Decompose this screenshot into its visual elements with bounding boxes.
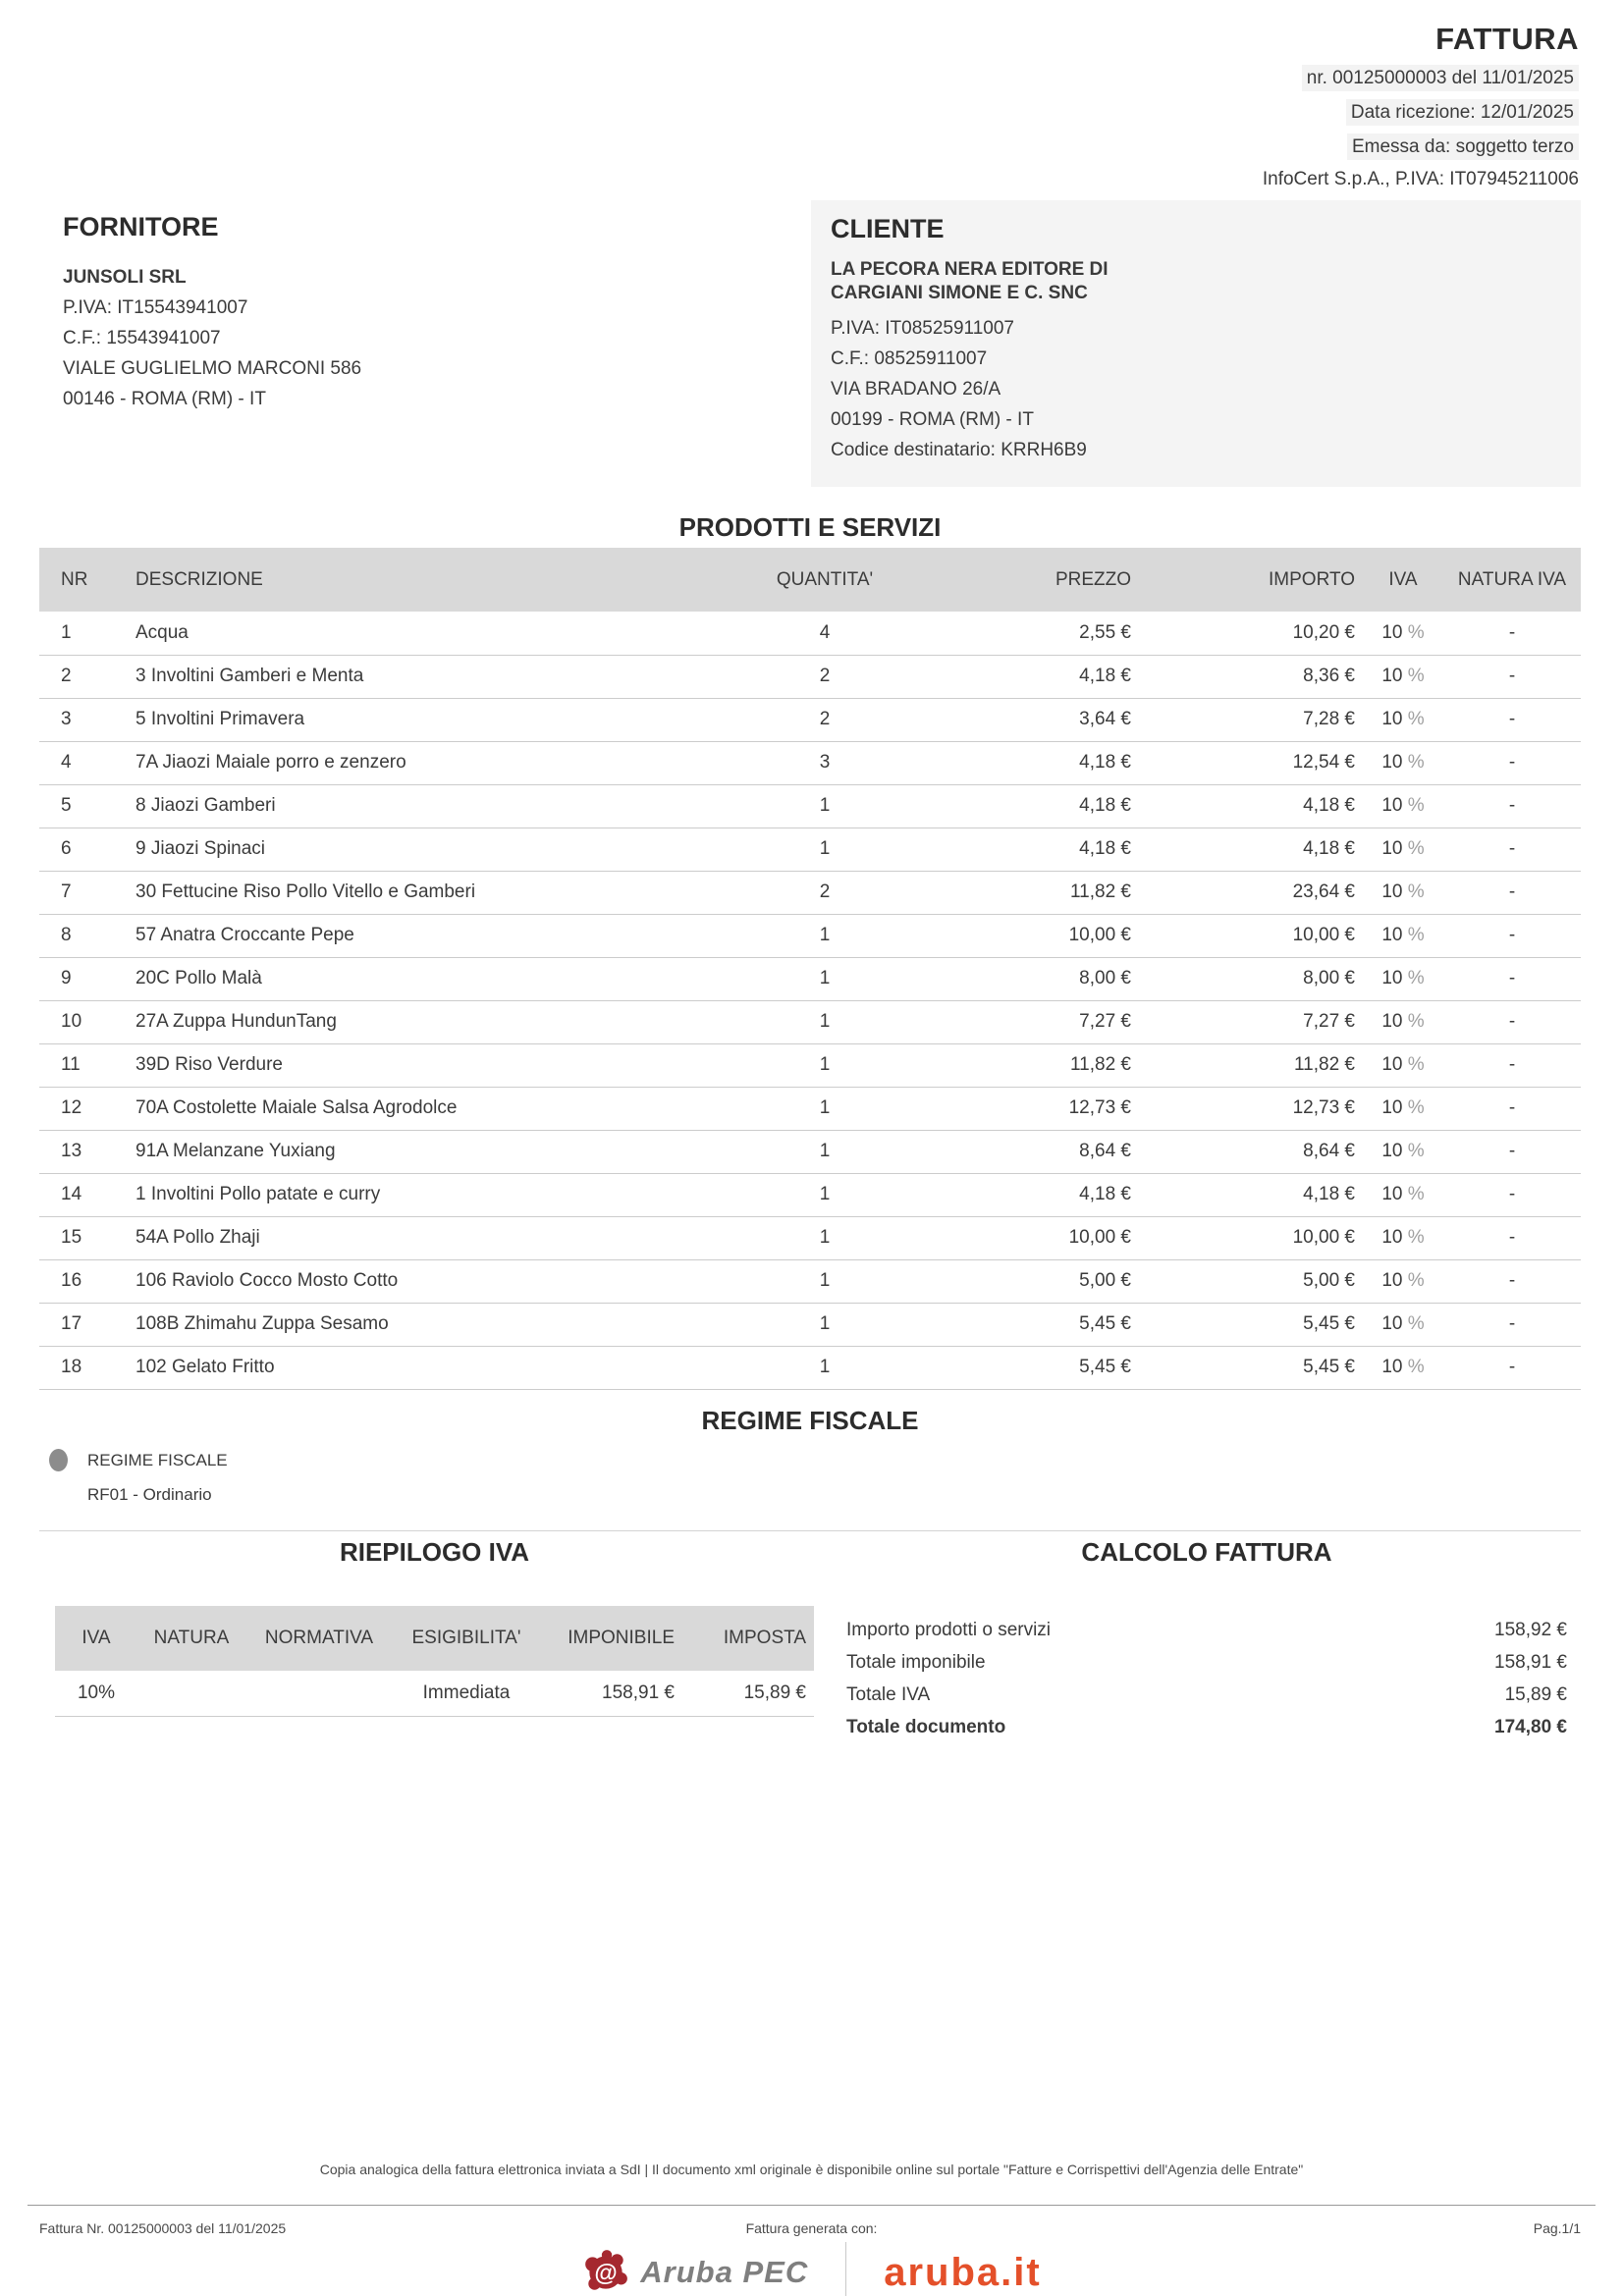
col-header-iva: IVA: [1363, 548, 1443, 612]
cell-importo: 10,00 €: [1139, 1216, 1363, 1259]
cell-importo: 12,73 €: [1139, 1087, 1363, 1130]
products-table-header: [39, 548, 1581, 612]
cell-iva: 10 %: [1363, 1216, 1443, 1259]
calc-label: Importo prodotti o servizi: [846, 1620, 1052, 1640]
table-row: [39, 1346, 1581, 1389]
vat-col-normativa: NORMATIVA: [245, 1606, 393, 1671]
cell-iva: 10 %: [1363, 1043, 1443, 1087]
cell-iva: 10 %: [1363, 698, 1443, 741]
cell-prezzo: 4,18 €: [962, 1173, 1139, 1216]
cell-nr: 6: [39, 828, 114, 871]
percent-sign: %: [1407, 752, 1425, 773]
percent-sign: %: [1407, 1141, 1425, 1161]
cell-natura: -: [1443, 784, 1581, 828]
cell-iva: 10 %: [1363, 871, 1443, 914]
cell-importo: 12,54 €: [1139, 741, 1363, 784]
vat-col-natura: NATURA: [137, 1606, 245, 1671]
cell-prezzo: 2,55 €: [962, 612, 1139, 655]
table-row: [39, 655, 1581, 698]
customer-address: VIA BRADANO 26/A: [831, 379, 1001, 400]
cell-iva: 10 %: [1363, 1303, 1443, 1346]
cell-importo: 8,36 €: [1139, 655, 1363, 698]
cell-descrizione: 54A Pollo Zhaji: [114, 1216, 687, 1259]
cell-prezzo: 5,00 €: [962, 1259, 1139, 1303]
regime-label: REGIME FISCALE: [87, 1450, 228, 1469]
vat-summary-header: [55, 1606, 814, 1671]
calc-value: 158,92 €: [1494, 1620, 1567, 1640]
cell-quantita: 1: [687, 1259, 962, 1303]
footer-invoice-ref: Fattura Nr. 00125000003 del 11/01/2025: [39, 2220, 287, 2236]
vat-summary-table: [55, 1606, 814, 1717]
table-row: [39, 1173, 1581, 1216]
vat-col-imponibile: IMPONIBILE: [540, 1606, 682, 1671]
cell-importo: 4,18 €: [1139, 784, 1363, 828]
cell-importo: 5,45 €: [1139, 1303, 1363, 1346]
table-row: [39, 914, 1581, 957]
cell-descrizione: 91A Melanzane Yuxiang: [114, 1130, 687, 1173]
cell-prezzo: 8,00 €: [962, 957, 1139, 1000]
cell-natura: -: [1443, 1130, 1581, 1173]
percent-sign: %: [1407, 838, 1425, 859]
aruba-pec-logo: [581, 2248, 808, 2296]
cell-natura: -: [1443, 741, 1581, 784]
calc-value: 174,80 €: [1494, 1717, 1567, 1737]
supplier-city: 00146 - ROMA (RM) - IT: [63, 389, 266, 409]
vat-value-natura: [137, 1671, 245, 1716]
table-row: [39, 1043, 1581, 1087]
cell-importo: 4,18 €: [1139, 828, 1363, 871]
vat-col-esigibilita: ESIGIBILITA': [393, 1606, 540, 1671]
cell-iva: 10 %: [1363, 1000, 1443, 1043]
cell-natura: -: [1443, 957, 1581, 1000]
cell-descrizione: 106 Raviolo Cocco Mosto Cotto: [114, 1259, 687, 1303]
supplier-vat: P.IVA: IT15543941007: [63, 297, 248, 318]
customer-vat: P.IVA: IT08525911007: [831, 318, 1014, 339]
cell-importo: 8,00 €: [1139, 957, 1363, 1000]
cell-prezzo: 11,82 €: [962, 871, 1139, 914]
col-header-quantita: QUANTITA': [687, 548, 962, 612]
cell-descrizione: 27A Zuppa HundunTang: [114, 1000, 687, 1043]
supplier-name: JUNSOLI SRL: [63, 267, 187, 288]
table-row: [39, 1130, 1581, 1173]
table-row: [39, 784, 1581, 828]
cell-nr: 9: [39, 957, 114, 1000]
col-header-nr: NR: [39, 548, 114, 612]
customer-city: 00199 - ROMA (RM) - IT: [831, 409, 1034, 430]
cell-nr: 10: [39, 1000, 114, 1043]
cell-iva: 10 %: [1363, 957, 1443, 1000]
cell-natura: -: [1443, 828, 1581, 871]
cell-natura: -: [1443, 1346, 1581, 1389]
cell-importo: 10,00 €: [1139, 914, 1363, 957]
cell-descrizione: 39D Riso Verdure: [114, 1043, 687, 1087]
invoice-reception-line: Data ricezione: 12/01/2025: [1263, 99, 1579, 126]
cell-nr: 1: [39, 612, 114, 655]
svg-text:@: @: [594, 2260, 618, 2287]
table-row: [39, 1303, 1581, 1346]
calc-row: [846, 1646, 1567, 1679]
cell-descrizione: 1 Involtini Pollo patate e curry: [114, 1173, 687, 1216]
cell-quantita: 4: [687, 612, 962, 655]
customer-heading: CLIENTE: [831, 214, 945, 243]
cell-nr: 16: [39, 1259, 114, 1303]
cell-quantita: 1: [687, 1130, 962, 1173]
aruba-pec-label: Aruba PEC: [640, 2255, 809, 2289]
cell-importo: 23,64 €: [1139, 871, 1363, 914]
table-row: [39, 957, 1581, 1000]
cell-iva: 10 %: [1363, 914, 1443, 957]
cell-quantita: 2: [687, 698, 962, 741]
products-table: [39, 548, 1581, 1390]
col-header-importo: IMPORTO: [1139, 548, 1363, 612]
cell-prezzo: 5,45 €: [962, 1303, 1139, 1346]
cell-importo: 5,00 €: [1139, 1259, 1363, 1303]
customer-dest-code: Codice destinatario: KRRH6B9: [831, 440, 1087, 460]
cell-natura: -: [1443, 655, 1581, 698]
cell-importo: 7,28 €: [1139, 698, 1363, 741]
cell-natura: -: [1443, 1173, 1581, 1216]
cell-nr: 4: [39, 741, 114, 784]
cell-importo: 11,82 €: [1139, 1043, 1363, 1087]
supplier-fiscal-code: C.F.: 15543941007: [63, 328, 221, 348]
products-section-title: PRODOTTI E SERVIZI: [678, 512, 942, 542]
cell-quantita: 1: [687, 784, 962, 828]
cell-quantita: 2: [687, 871, 962, 914]
calc-section-title: CALCOLO FATTURA: [1081, 1537, 1332, 1567]
table-row: [39, 698, 1581, 741]
customer-name-line2: CARGIANI SIMONE E C. SNC: [831, 283, 1088, 303]
cell-nr: 7: [39, 871, 114, 914]
vat-col-imposta: IMPOSTA: [682, 1606, 814, 1671]
cell-quantita: 1: [687, 914, 962, 957]
customer-block: [811, 200, 1581, 487]
calc-row: [846, 1711, 1567, 1743]
cell-importo: 10,20 €: [1139, 612, 1363, 655]
percent-sign: %: [1407, 621, 1425, 643]
cell-quantita: 1: [687, 1043, 962, 1087]
col-header-prezzo: PREZZO: [962, 548, 1139, 612]
bullet-icon: [49, 1449, 68, 1471]
cell-prezzo: 5,45 €: [962, 1346, 1139, 1389]
cell-nr: 18: [39, 1346, 114, 1389]
percent-sign: %: [1407, 925, 1425, 945]
cell-natura: -: [1443, 698, 1581, 741]
percent-sign: %: [1407, 1270, 1425, 1291]
table-row: [39, 1216, 1581, 1259]
products-table-body: [39, 612, 1581, 1389]
cell-descrizione: 7A Jiaozi Maiale porro e zenzero: [114, 741, 687, 784]
calc-label: Totale documento: [846, 1717, 1006, 1737]
percent-sign: %: [1407, 1011, 1425, 1032]
table-row: [39, 1259, 1581, 1303]
vat-summary-title: RIEPILOGO IVA: [339, 1537, 530, 1567]
percent-sign: %: [1407, 1357, 1425, 1377]
cell-quantita: 1: [687, 957, 962, 1000]
cell-quantita: 1: [687, 1216, 962, 1259]
vat-col-iva: IVA: [55, 1606, 137, 1671]
cell-natura: -: [1443, 612, 1581, 655]
cell-prezzo: 10,00 €: [962, 914, 1139, 957]
cell-prezzo: 4,18 €: [962, 828, 1139, 871]
page-title: FATTURA: [1435, 22, 1579, 56]
cell-quantita: 1: [687, 828, 962, 871]
cell-quantita: 1: [687, 1000, 962, 1043]
cell-descrizione: 3 Involtini Gamberi e Menta: [114, 655, 687, 698]
cell-nr: 5: [39, 784, 114, 828]
calc-row: [846, 1679, 1567, 1711]
percent-sign: %: [1407, 666, 1425, 686]
cell-descrizione: 20C Pollo Malà: [114, 957, 687, 1000]
cell-iva: 10 %: [1363, 1259, 1443, 1303]
cell-descrizione: 8 Jiaozi Gamberi: [114, 784, 687, 828]
invoice-header: [1263, 22, 1579, 190]
cell-iva: 10 %: [1363, 1346, 1443, 1389]
table-row: [39, 612, 1581, 655]
cell-importo: 7,27 €: [1139, 1000, 1363, 1043]
vat-value-imponibile: 158,91 €: [540, 1671, 682, 1716]
cell-nr: 3: [39, 698, 114, 741]
cell-nr: 8: [39, 914, 114, 957]
cell-prezzo: 4,18 €: [962, 784, 1139, 828]
footer-disclaimer: Copia analogica della fattura elettronica inviata a SdI | Il documento xml originale è disponibile online sul portale "Fatture e Corrispettivi dell'Agenzia delle Entrate": [319, 2162, 1304, 2177]
cell-descrizione: 5 Involtini Primavera: [114, 698, 687, 741]
cell-nr: 2: [39, 655, 114, 698]
vat-value-imposta: 15,89 €: [682, 1671, 814, 1716]
table-row: [39, 871, 1581, 914]
cell-nr: 13: [39, 1130, 114, 1173]
cell-quantita: 1: [687, 1087, 962, 1130]
cell-quantita: 1: [687, 1173, 962, 1216]
cell-natura: -: [1443, 1303, 1581, 1346]
footer-page-number: Pag.1/1: [1533, 2220, 1581, 2236]
vat-value-esigibilita: Immediata: [393, 1671, 540, 1716]
cell-descrizione: 108B Zhimahu Zuppa Sesamo: [114, 1303, 687, 1346]
percent-sign: %: [1407, 881, 1425, 902]
cell-prezzo: 7,27 €: [962, 1000, 1139, 1043]
cell-natura: -: [1443, 1259, 1581, 1303]
vat-value-normativa: [245, 1671, 393, 1716]
percent-sign: %: [1407, 1227, 1425, 1248]
percent-sign: %: [1407, 709, 1425, 729]
invoice-number-line: nr. 00125000003 del 11/01/2025: [1263, 65, 1579, 91]
cell-iva: 10 %: [1363, 741, 1443, 784]
cell-natura: -: [1443, 1043, 1581, 1087]
cell-prezzo: 8,64 €: [962, 1130, 1139, 1173]
col-header-natura-iva: NATURA IVA: [1443, 548, 1581, 612]
percent-sign: %: [1407, 1054, 1425, 1075]
cell-iva: 10 %: [1363, 1087, 1443, 1130]
cell-iva: 10 %: [1363, 828, 1443, 871]
cell-descrizione: 30 Fettucine Riso Pollo Vitello e Gamberi: [114, 871, 687, 914]
percent-sign: %: [1407, 1097, 1425, 1118]
invoice-issued-line: Emessa da: soggetto terzo: [1263, 133, 1579, 160]
percent-sign: %: [1407, 1184, 1425, 1204]
invoice-issuer-line: InfoCert S.p.A., P.IVA: IT07945211006: [1262, 169, 1579, 189]
cell-nr: 14: [39, 1173, 114, 1216]
cell-quantita: 2: [687, 655, 962, 698]
table-row: [39, 828, 1581, 871]
table-row: [39, 1000, 1581, 1043]
regime-block: [39, 1449, 1581, 1531]
vat-summary-row: [55, 1671, 814, 1716]
calc-label: Totale imponibile: [846, 1652, 986, 1673]
table-row: [39, 1087, 1581, 1130]
regime-value: RF01 - Ordinario: [87, 1485, 212, 1504]
cell-prezzo: 12,73 €: [962, 1087, 1139, 1130]
calc-row: [846, 1614, 1567, 1646]
percent-sign: %: [1407, 968, 1425, 988]
cell-prezzo: 4,18 €: [962, 741, 1139, 784]
cell-prezzo: 10,00 €: [962, 1216, 1139, 1259]
cell-iva: 10 %: [1363, 612, 1443, 655]
percent-sign: %: [1407, 795, 1425, 816]
cell-natura: -: [1443, 1216, 1581, 1259]
cell-quantita: 1: [687, 1346, 962, 1389]
cell-iva: 10 %: [1363, 1130, 1443, 1173]
supplier-heading: FORNITORE: [63, 212, 219, 241]
cell-prezzo: 11,82 €: [962, 1043, 1139, 1087]
cell-iva: 10 %: [1363, 655, 1443, 698]
col-header-descrizione: DESCRIZIONE: [114, 548, 687, 612]
calc-block: [846, 1614, 1567, 1743]
cell-nr: 15: [39, 1216, 114, 1259]
cell-quantita: 3: [687, 741, 962, 784]
cell-prezzo: 3,64 €: [962, 698, 1139, 741]
cell-descrizione: Acqua: [114, 612, 687, 655]
cell-importo: 8,64 €: [1139, 1130, 1363, 1173]
cell-importo: 4,18 €: [1139, 1173, 1363, 1216]
cell-natura: -: [1443, 871, 1581, 914]
footer-divider: [27, 2205, 1596, 2206]
cell-descrizione: 70A Costolette Maiale Salsa Agrodolce: [114, 1087, 687, 1130]
cell-natura: -: [1443, 1000, 1581, 1043]
cell-prezzo: 4,18 €: [962, 655, 1139, 698]
customer-fiscal-code: C.F.: 08525911007: [831, 348, 988, 369]
logo-divider: [845, 2242, 846, 2296]
calc-value: 15,89 €: [1504, 1684, 1567, 1705]
footer-generated-with: Fattura generata con:: [745, 2220, 878, 2236]
supplier-block: [63, 212, 361, 414]
cell-quantita: 1: [687, 1303, 962, 1346]
cell-descrizione: 102 Gelato Fritto: [114, 1346, 687, 1389]
footer-logos: [0, 2242, 1623, 2296]
cell-natura: -: [1443, 914, 1581, 957]
supplier-address: VIALE GUGLIELMO MARCONI 586: [63, 358, 362, 379]
cell-natura: -: [1443, 1087, 1581, 1130]
pec-rose-icon: [581, 2248, 630, 2296]
cell-iva: 10 %: [1363, 1173, 1443, 1216]
aruba-it-logo: aruba.it: [884, 2250, 1042, 2294]
cell-descrizione: 57 Anatra Croccante Pepe: [114, 914, 687, 957]
regime-section-title: REGIME FISCALE: [701, 1406, 919, 1435]
calc-label: Totale IVA: [846, 1684, 931, 1705]
customer-name-line1: LA PECORA NERA EDITORE DI: [831, 259, 1109, 280]
cell-nr: 12: [39, 1087, 114, 1130]
cell-nr: 17: [39, 1303, 114, 1346]
vat-value-iva: 10%: [55, 1671, 137, 1716]
cell-iva: 10 %: [1363, 784, 1443, 828]
cell-nr: 11: [39, 1043, 114, 1087]
calc-value: 158,91 €: [1494, 1652, 1567, 1673]
percent-sign: %: [1407, 1313, 1425, 1334]
cell-importo: 5,45 €: [1139, 1346, 1363, 1389]
cell-descrizione: 9 Jiaozi Spinaci: [114, 828, 687, 871]
table-row: [39, 741, 1581, 784]
